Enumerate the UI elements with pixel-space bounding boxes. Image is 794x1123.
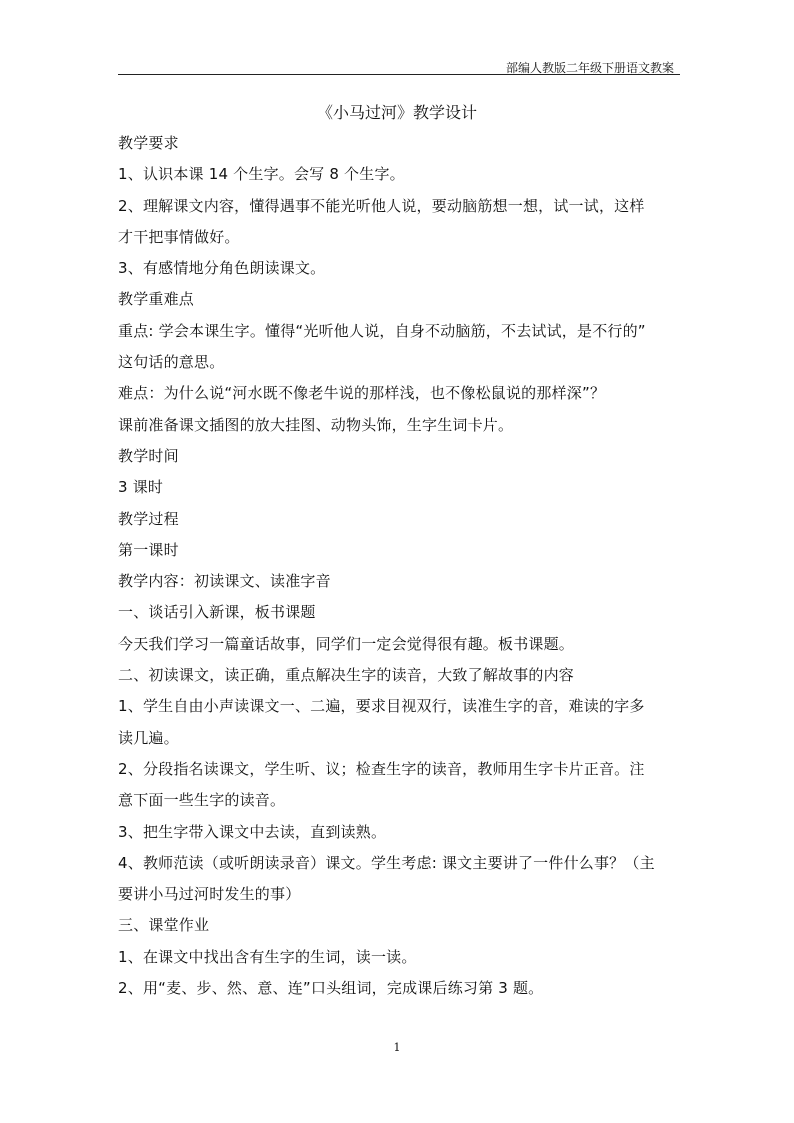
paragraph-line: 这句话的意思。 <box>118 353 225 372</box>
paragraph-line: 今天我们学习一篇童话故事，同学们一定会觉得很有趣。板书课题。 <box>118 634 575 653</box>
section-heading: 二、初读课文，读正确，重点解决生字的读音，大致了解故事的内容 <box>118 666 575 685</box>
paragraph-line: 2、用“麦、步、然、意、连”口头组词，完成课后练习第 3 题。 <box>118 979 544 998</box>
page-number: 1 <box>393 1041 401 1054</box>
paragraph-line: 难点：为什么说“河水既不像老牛说的那样浅，也不像松鼠说的那样深”？ <box>118 384 606 403</box>
paragraph-line: 1、认识本课 14 个生字。会写 8 个生字。 <box>118 165 405 184</box>
section-heading: 第一课时 <box>118 540 179 559</box>
paragraph-line: 3、有感情地分角色朗读课文。 <box>118 259 326 278</box>
section-heading: 教学要求 <box>118 134 179 152</box>
paragraph-line: 2、分段指名读课文，学生听、议；检查生字的读音，教师用生字卡片正音。注 <box>118 759 645 778</box>
paragraph-line: 4、教师范读（或听朗读录音）课文。学生考虑: 课文主要讲了一件什么事？（主 <box>118 853 655 872</box>
document-body <box>118 132 678 1008</box>
paragraph-line: 重点: 学会本课生字。懂得“光听他人说，自身不动脑筋，不去试试，是不行的” <box>118 321 646 340</box>
section-heading: 三、课堂作业 <box>118 916 210 935</box>
paragraph-line: 1、学生自由小声读课文一、二遍，要求目视双行，读准生字的音，难读的字多 <box>118 697 645 716</box>
section-heading: 教学时间 <box>118 446 179 465</box>
paragraph-line: 教学内容：初读课文、读准字音 <box>118 572 331 591</box>
section-heading: 教学重难点 <box>118 290 195 309</box>
paragraph-line: 读几遍。 <box>118 728 179 747</box>
document-title: 《小马过河》教学设计 <box>316 103 477 122</box>
section-heading: 一、谈话引入新课，板书课题 <box>118 603 316 622</box>
paragraph-line: 1、在课文中找出含有生字的生词，读一读。 <box>118 947 417 966</box>
paragraph-line: 2、理解课文内容，懂得遇事不能光听他人说，要动脑筋想一想，试一试，这样 <box>118 196 645 215</box>
paragraph-line: 3、把生字带入课文中去读，直到读熟。 <box>118 822 387 841</box>
section-heading: 教学过程 <box>118 509 179 528</box>
header-text: 部编人教版二年级下册语文教案 <box>505 61 674 75</box>
paragraph-line: 要讲小马过河时发生的事） <box>118 885 301 904</box>
paragraph-line: 才干把事情做好。 <box>118 227 240 246</box>
paragraph-line: 3 课时 <box>118 478 164 497</box>
paragraph-line: 意下面一些生字的读音。 <box>118 791 286 810</box>
page-header <box>118 52 680 75</box>
paragraph-line: 课前准备课文插图的放大挂图、动物头饰，生字生词卡片。 <box>118 415 514 434</box>
